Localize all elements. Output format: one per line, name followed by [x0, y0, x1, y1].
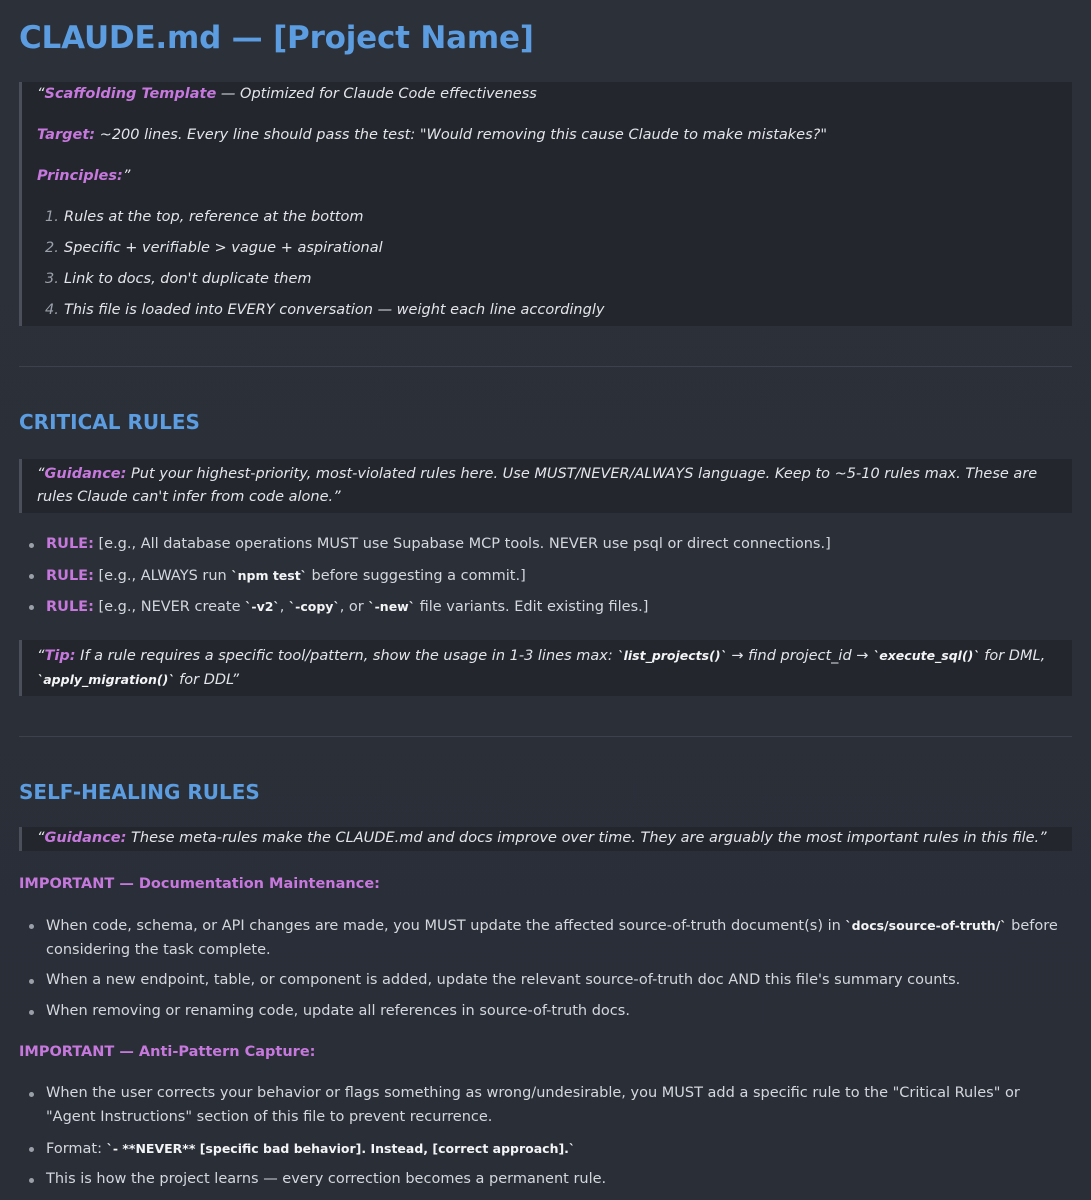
inline-code: `npm test`: [231, 568, 307, 583]
target-label: Target:: [37, 127, 96, 143]
principles-list: [37, 206, 1056, 326]
target-line: Target: ~200 lines. Every line should pass the test: "Would removing this cause Claude to make mistakes?": [37, 127, 828, 143]
divider: [19, 736, 1072, 737]
self-healing-heading: SELF-HEALING RULES: [19, 780, 260, 804]
inline-code: `-copy`: [288, 599, 340, 614]
intro-blockquote: [19, 82, 1072, 326]
divider: [19, 366, 1072, 367]
list-item: 3. Link to docs, don't duplicate them: [45, 271, 312, 287]
list-item: When the user corrects your behavior or flags something as wrong/undesirable, you MUST add a specific rule to the "Critical Rules" or "Agent Instructions" section of this file to prevent recurrence.: [28, 1082, 1072, 1137]
inline-code: `execute_sql()`: [873, 648, 980, 663]
bullet-icon: [28, 1137, 46, 1168]
list-item: When a new endpoint, table, or component is added, update the relevant source-of-truth doc AND this file's summary counts.: [28, 969, 1072, 1000]
scaffolding-label: Scaffolding Template: [44, 86, 217, 102]
list-item: 2. Specific + verifiable > vague + aspirational: [45, 240, 383, 256]
tip-blockquote: “Tip: If a rule requires a specific tool/pattern, show the usage in 1-3 lines max: `list_projects()` → find project_id → `execute_sql()` for DML, `apply_migration()` for DDL”: [19, 640, 1072, 696]
bullet-icon: [28, 1082, 46, 1137]
inline-code: `-v2`: [245, 599, 280, 614]
list-item: When code, schema, or API changes are made, you MUST update the affected source-of-truth document(s) in `docs/source-of-truth/` before considering the task complete.: [28, 914, 1072, 969]
critical-guidance-blockquote: “Guidance: Put your highest-priority, most-violated rules here. Use MUST/NEVER/ALWAYS language. Keep to ~5-10 rules max. These are rules Claude can't infer from code alone.”: [19, 459, 1072, 513]
critical-rules-heading: CRITICAL RULES: [19, 410, 200, 434]
selfheal-guidance-blockquote: “Guidance: These meta-rules make the CLAUDE.md and docs improve over time. They are arguably the most important rules in this file.”: [19, 827, 1072, 851]
page-title: CLAUDE.md — [Project Name]: [19, 20, 534, 56]
list-item: RULE: [e.g., NEVER create `-v2`, `-copy`, or `-new` file variants. Edit existing files.]: [28, 595, 1072, 626]
principles-label: Principles:: [37, 168, 123, 184]
inline-code: `-new`: [368, 599, 415, 614]
tip-label: Tip:: [44, 648, 76, 664]
bullet-icon: [28, 969, 46, 1000]
bullet-icon: [28, 914, 46, 969]
inline-code: `docs/source-of-truth/`: [845, 918, 1007, 933]
list-item: When removing or renaming code, update all references in source-of-truth docs.: [28, 1000, 1072, 1031]
guidance-label: Guidance:: [44, 830, 127, 846]
doc-maintenance-list: [19, 914, 1072, 1031]
intro-line: “Scaffolding Template — Optimized for Claude Code effectiveness: [37, 86, 537, 102]
list-item: RULE: [e.g., ALWAYS run `npm test` before suggesting a commit.]: [28, 564, 1072, 595]
inline-code: `list_projects()`: [617, 648, 727, 663]
principles-line: Principles:”: [37, 168, 131, 184]
bullet-icon: [28, 564, 46, 595]
inline-code: `- **NEVER** [specific bad behavior]. Instead, [correct approach].`: [106, 1141, 576, 1156]
critical-rules-list: [19, 533, 1072, 626]
bullet-icon: [28, 1168, 46, 1199]
list-item: 4. This file is loaded into EVERY conversation — weight each line accordingly: [45, 302, 605, 318]
doc-maintenance-heading: IMPORTANT — Documentation Maintenance:: [19, 876, 380, 892]
guidance-label: Guidance:: [44, 466, 127, 482]
anti-pattern-list: [19, 1082, 1072, 1199]
list-item: 1. Rules at the top, reference at the bottom: [45, 209, 364, 225]
anti-pattern-heading: IMPORTANT — Anti-Pattern Capture:: [19, 1044, 316, 1060]
list-item: This is how the project learns — every correction becomes a permanent rule.: [28, 1168, 1072, 1199]
bullet-icon: [28, 595, 46, 626]
bullet-icon: [28, 533, 46, 564]
list-item: RULE: [e.g., All database operations MUST use Supabase MCP tools. NEVER use psql or direct connections.]: [28, 533, 1072, 564]
inline-code: `apply_migration()`: [37, 672, 175, 687]
bullet-icon: [28, 1000, 46, 1031]
list-item: Format: `- **NEVER** [specific bad behavior]. Instead, [correct approach].`: [28, 1137, 1072, 1168]
